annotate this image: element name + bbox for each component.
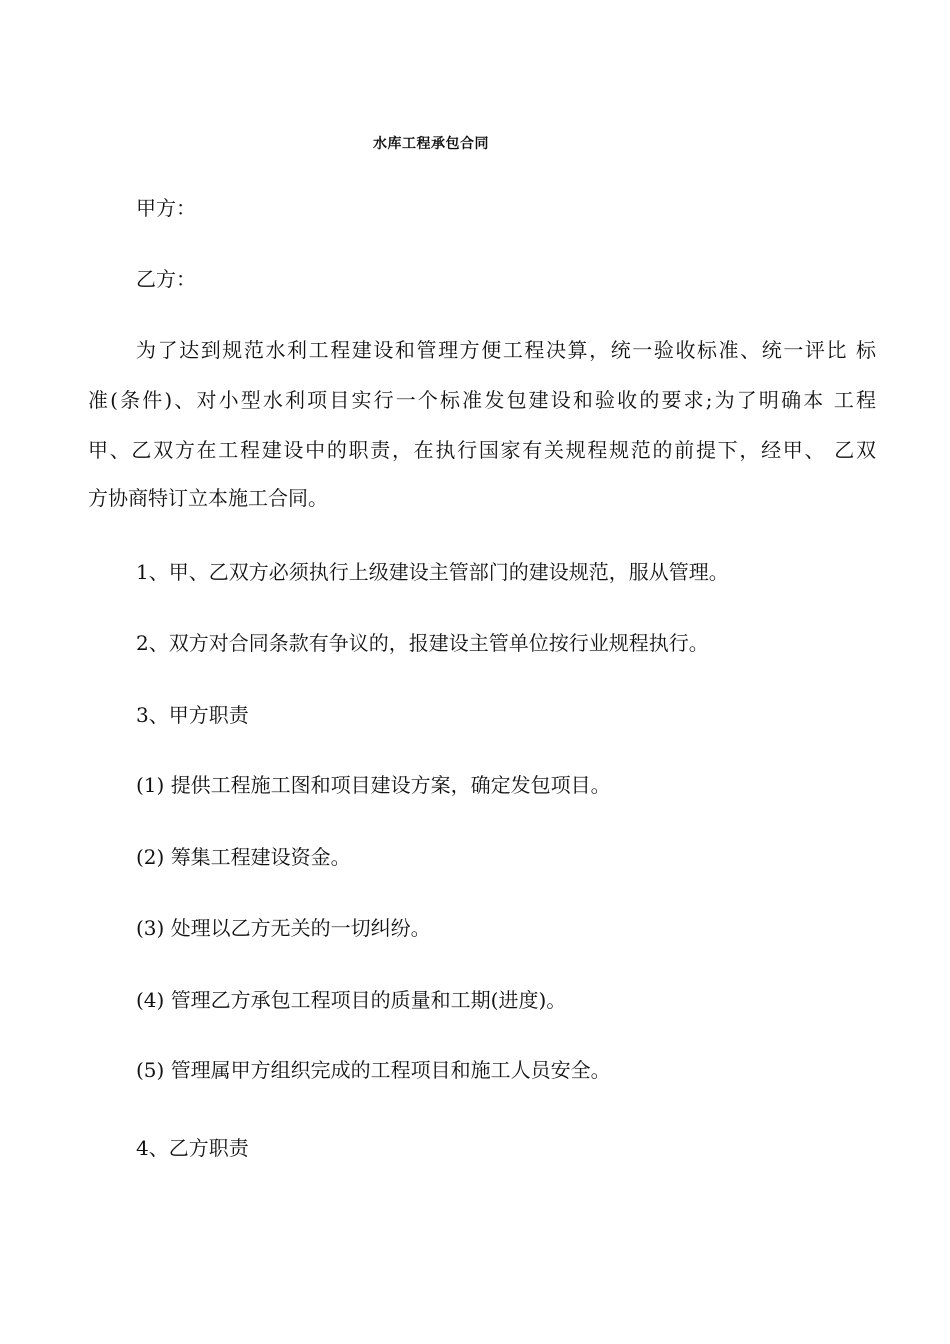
clause-3-heading: 3、甲方职责: [136, 703, 249, 727]
intro-line: 甲、乙双方在工程建设中的职责，在执行国家有关规程规范的前提下，经甲、 乙双: [88, 438, 876, 462]
intro-line: 准(条件)、对小型水利项目实行一个标准发包建设和验收的要求;为了明确本 工程: [88, 388, 876, 412]
clause-4-heading: 4、乙方职责: [136, 1136, 249, 1160]
document-title: 水库工程承包合同: [373, 136, 489, 152]
intro-line: 方协商特订立本施工合同。: [88, 486, 328, 510]
clause-1: 1、甲、乙双方必须执行上级建设主管部门的建设规范，服从管理。: [136, 560, 729, 584]
clause-3-item-1: (1) 提供工程施工图和项目建设方案，确定发包项目。: [136, 773, 611, 797]
clause-3-item-3: (3) 处理以乙方无关的一切纠纷。: [136, 916, 431, 940]
clause-2: 2、双方对合同条款有争议的，报建设主管单位按行业规程执行。: [136, 631, 709, 655]
intro-line: 为了达到规范水利工程建设和管理方便工程决算，统一验收标准、统一评比 标: [136, 338, 876, 362]
party-a-label: 甲方：: [136, 196, 196, 220]
party-b-label: 乙方：: [136, 267, 196, 291]
clause-3-item-2: (2) 筹集工程建设资金。: [136, 845, 351, 869]
clause-3-item-4: (4) 管理乙方承包工程项目的质量和工期(进度)。: [136, 988, 567, 1012]
clause-3-item-5: (5) 管理属甲方组织完成的工程项目和施工人员安全。: [136, 1058, 611, 1082]
